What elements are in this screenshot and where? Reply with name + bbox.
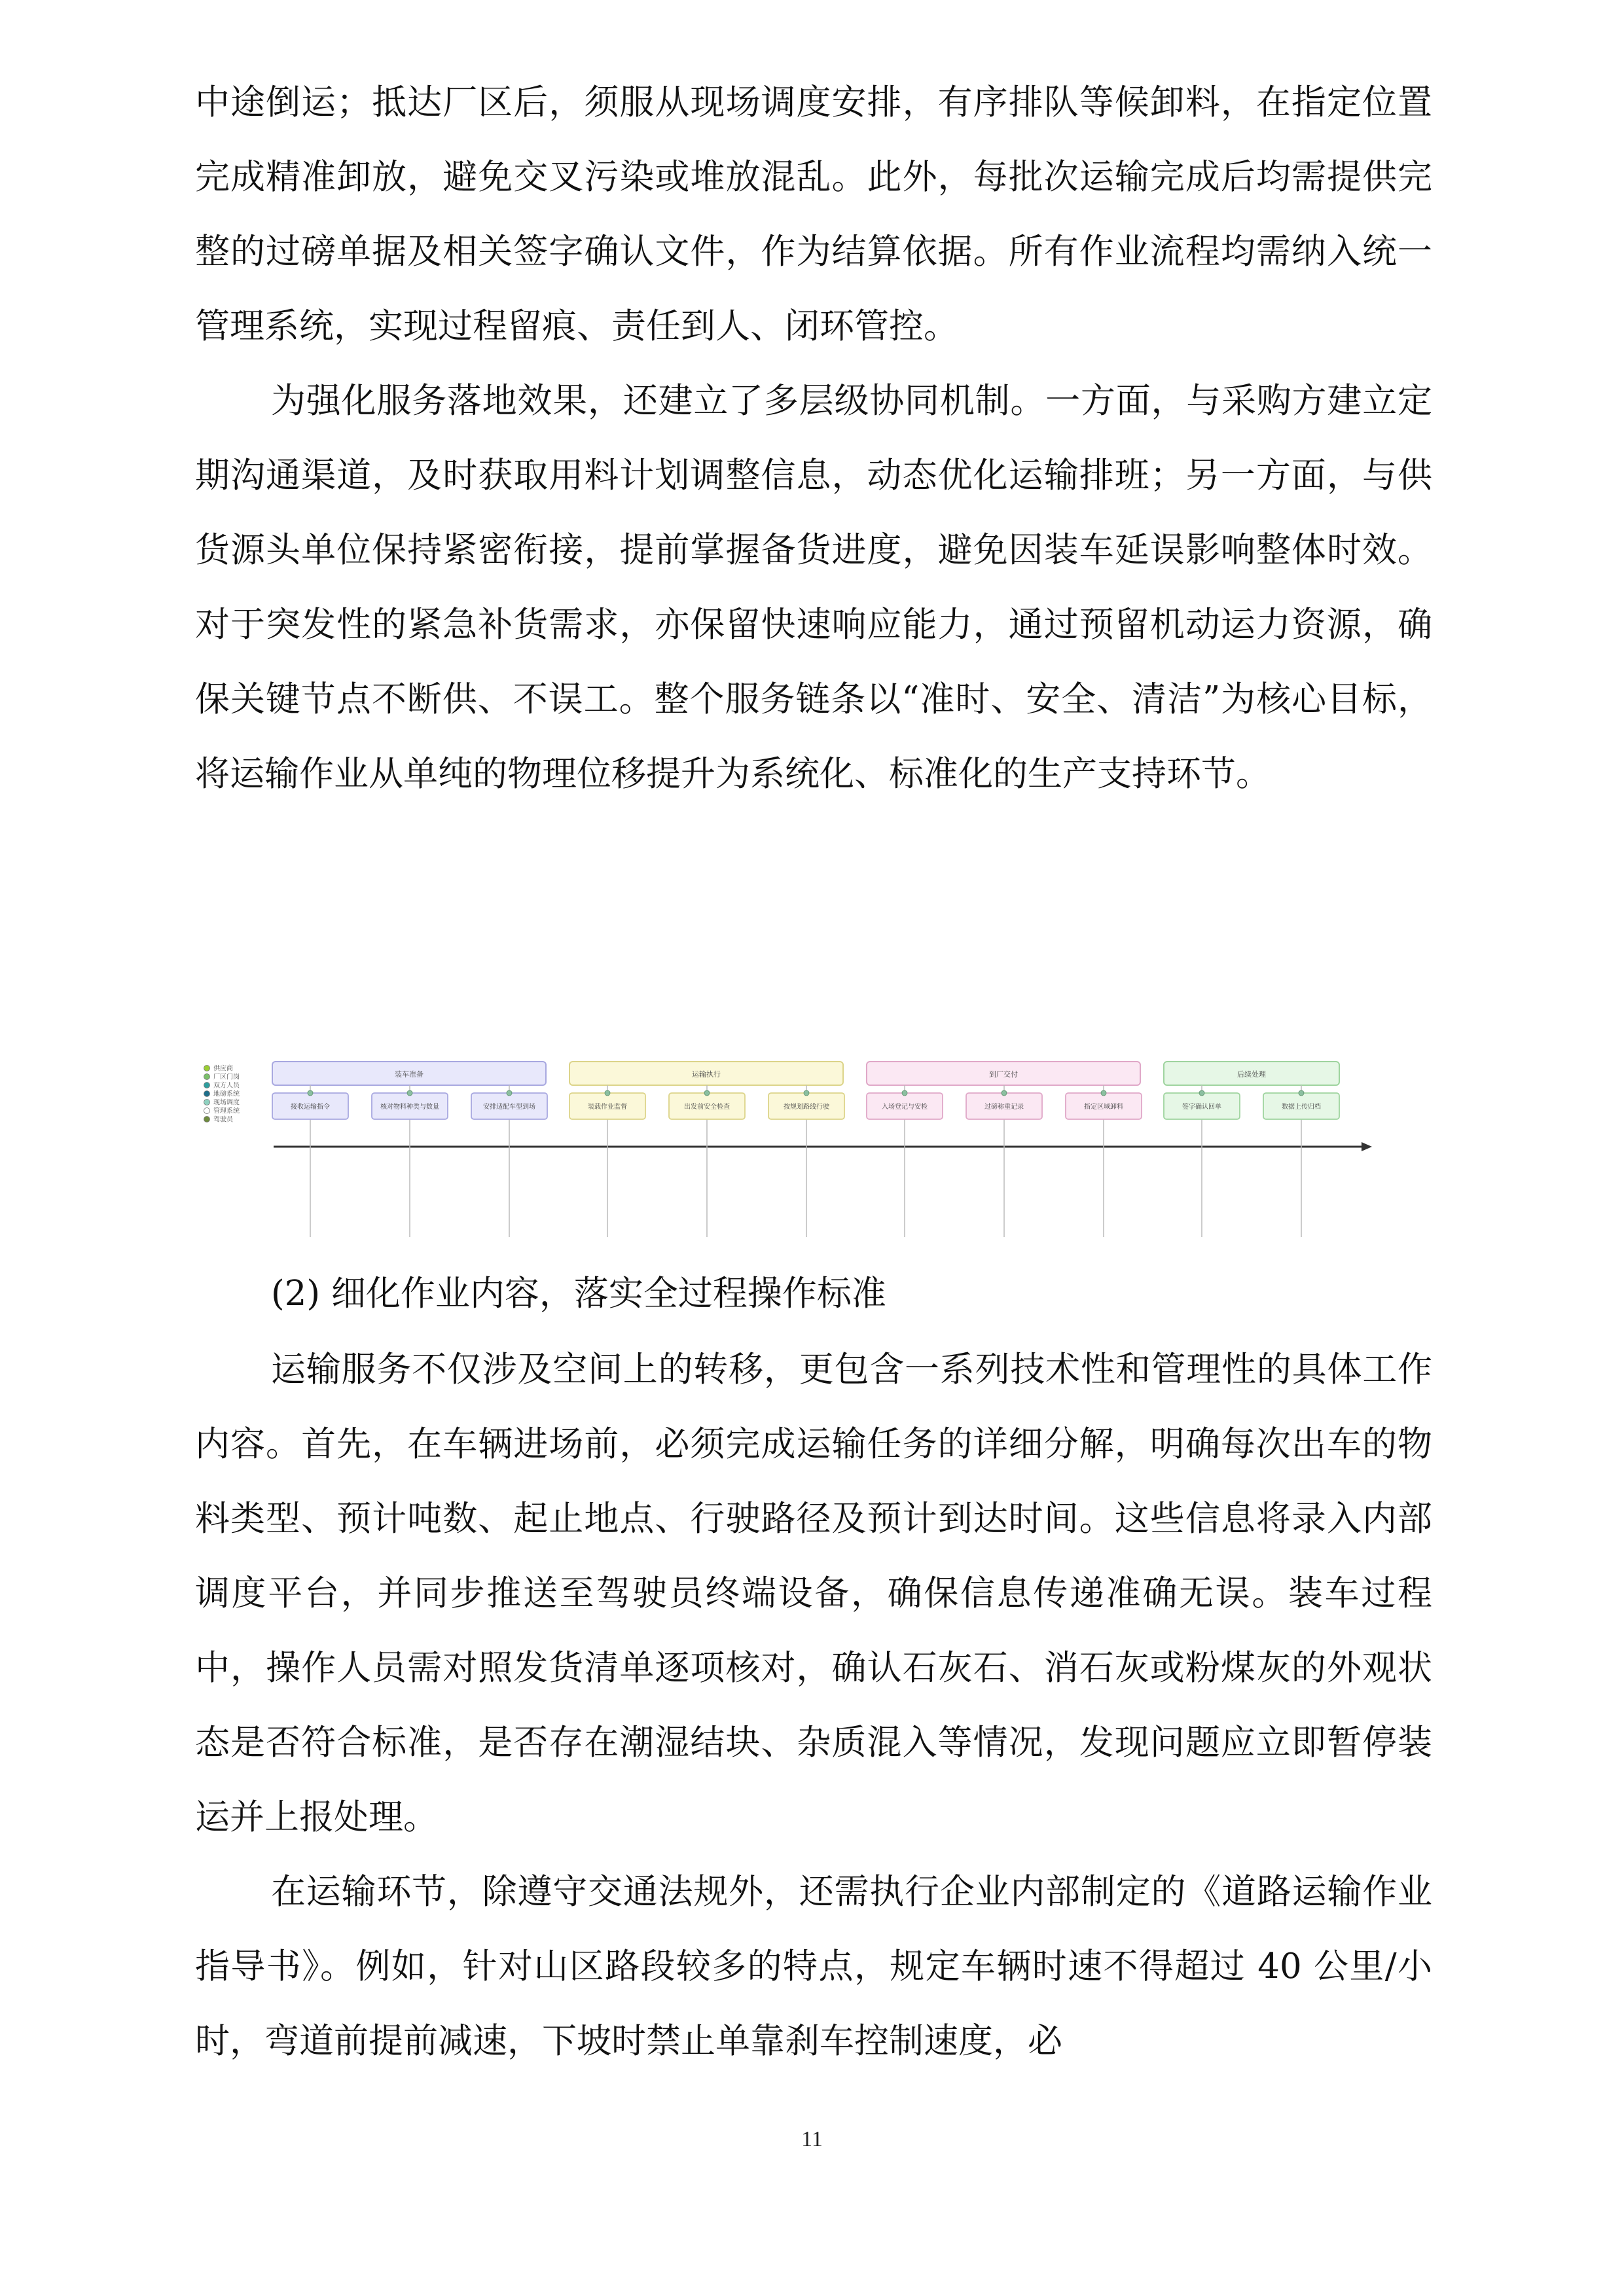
paragraph-3: 运输服务不仅涉及空间上的转移，更包含一系列技术性和管理性的具体工作内容。首先，在车辆进场前，必须完成运输任务的详细分解，明确每次出车的物料类型、预计吨数、起止地点、行驶路径及预计到达时间。这些信息将录入内部调度平台，并同步推送至驾驶员终端设备，确保信息传递准确无误。装车过程中，操作人员需对照发货清单逐项核对，确认石灰石、消石灰或粉煤灰的外观状态是否符合标准，是否存在潮湿结块、杂质混入等情况，发现问题应立即暂停装运并上报处理。 [195,1350,1432,1837]
task-marker [1199,1090,1204,1096]
legend-marker [204,1108,210,1114]
task-label: 按规划路线行驶 [784,1103,829,1111]
paragraph-2: 为强化服务落地效果，还建立了多层级协同机制。一方面，与采购方建立定期沟通渠道，及时获取用料计划调整信息，动态优化运输排班；另一方面，与供货源头单位保持紧密衔接，提前掌握备货进度，避免因装车延误影响整体时效。对于突发性的紧急补货需求，亦保留快速响应能力，通过预留机动运力资源，确保关键节点不断供、不误工。整个服务链条以“准时、安全、清洁”为核心目标，将运输作业从单纯的物理位移提升为系统化、标准化的生产支持环节。 [195,381,1432,794]
legend-label: 管理系统 [213,1107,240,1115]
task-marker [1299,1090,1304,1096]
task-marker [605,1090,610,1096]
task-label: 核对物料种类与数量 [380,1103,439,1111]
legend-marker [204,1100,210,1105]
phase-label: 到厂交付 [989,1070,1018,1079]
task-marker [902,1090,907,1096]
paragraph-1: 中途倒运；抵达厂区后，须服从现场调度安排，有序排队等候卸料，在指定位置完成精准卸放，避免交叉污染或堆放混乱。此外，每批次运输完成后均需提供完整的过磅单据及相关签字确认文件，作为结算依据。所有作业流程均需纳入统一管理系统，实现过程留痕、责任到人、闭环管控。 [195,82,1432,346]
legend-marker [204,1117,210,1122]
task-label: 数据上传归档 [1282,1103,1321,1111]
task-label: 入场登记与安检 [882,1103,928,1111]
task-marker [804,1090,809,1096]
legend-label: 地磅系统 [213,1090,240,1098]
task-label: 装载作业监督 [588,1103,627,1111]
task-marker [1101,1090,1106,1096]
page-number: 11 [801,2127,823,2151]
legend-marker [204,1066,210,1071]
phase-label: 运输执行 [692,1070,721,1079]
timeline-arrowhead [1362,1142,1372,1151]
paragraph-4: 在运输环节，除遵守交通法规外，还需执行企业内部制定的《道路运输作业指导书》。例如，针对山区路段较多的特点，规定车辆时速不得超过 40 公里/小时，弯道前提前减速，下坡时禁止单靠刹车控制速度，必 [195,1872,1432,2061]
task-label: 接收运输指令 [291,1103,330,1111]
transport-timeline-figure [195,1047,1439,1244]
legend-label: 双方人员 [213,1082,240,1090]
task-marker [308,1090,313,1096]
legend-label: 驾驶员 [213,1116,233,1124]
task-marker [1001,1090,1007,1096]
task-marker [507,1090,512,1096]
legend-marker [204,1091,210,1097]
phase-label: 后续处理 [1237,1070,1266,1079]
phase-label: 装车准备 [395,1070,424,1079]
task-label: 过磅称重记录 [984,1103,1024,1111]
legend-marker [204,1083,210,1088]
task-label: 指定区域卸料 [1084,1103,1123,1111]
task-label: 出发前安全检查 [684,1103,730,1111]
legend-marker [204,1074,210,1080]
legend-label: 现场调度 [213,1099,240,1107]
task-label: 安排适配车型到场 [483,1103,535,1111]
task-label: 签字确认回单 [1182,1103,1221,1111]
legend-label: 厂区门岗 [213,1073,240,1081]
task-marker [407,1090,412,1096]
section-heading: (2) 细化作业内容，落实全过程操作标准 [271,1274,886,1314]
legend-label: 供应商 [213,1065,233,1073]
task-marker [704,1090,710,1096]
